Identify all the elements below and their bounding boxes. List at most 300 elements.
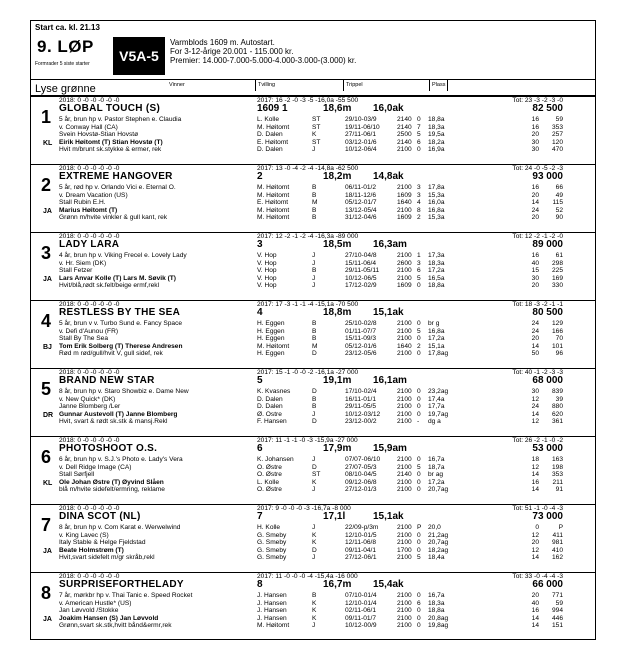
start-cell: 0 <box>417 395 421 403</box>
horse-name: PHOTOSHOOT O.S. <box>59 443 158 454</box>
start-cell: 12/11-06/8 <box>345 539 377 547</box>
start-cell: B <box>312 191 317 199</box>
horse-dam-sire: v. Hr. Siem (DK) <box>59 259 107 267</box>
start-cell: 2140 <box>397 138 412 146</box>
start-cell: 66 <box>555 184 563 191</box>
start-row <box>257 335 593 343</box>
start-cell: 353 <box>551 471 563 479</box>
start-cell: 07/10-01/4 <box>345 592 377 599</box>
start-cell: B <box>312 206 317 214</box>
start-cell: 470 <box>551 146 563 154</box>
start-cell: 24 <box>531 320 539 327</box>
horse-driver: Ole Johan Østre (T) Øyvind Slåen <box>59 478 164 486</box>
start-cell: B <box>312 395 317 403</box>
horse-total-stats: Tot: 33 -0 -4 -4 -3 <box>512 573 563 580</box>
record-1: 19,1m <box>323 375 352 386</box>
start-cell: 5 <box>417 554 421 562</box>
start-cell: D <box>312 546 317 554</box>
post-position: 6 <box>257 443 263 454</box>
start-cell: 2100 <box>397 531 412 539</box>
horse-colors: Grønn m/hvite vinkler & gull kant, rek <box>59 214 168 222</box>
start-cell: K. Kvasnes <box>257 388 291 395</box>
start-cell: O. Østre <box>257 486 282 494</box>
horse-number: 6 <box>41 447 52 467</box>
start-cell: 994 <box>551 607 563 615</box>
recent-starts <box>257 524 593 562</box>
recent-starts <box>257 252 593 290</box>
horse-dam-sire: v. Defi d'Aunou (FR) <box>59 327 119 335</box>
start-cell: J <box>312 554 316 562</box>
start-cell: 20 <box>531 592 539 599</box>
start-row <box>257 199 593 207</box>
start-cell: H. Eggen <box>257 350 285 358</box>
start-cell: 0 <box>417 388 421 395</box>
start-cell: 151 <box>551 622 563 630</box>
start-cell: 330 <box>551 282 563 290</box>
start-cell: 115 <box>552 199 563 207</box>
race-program-frame <box>30 20 596 640</box>
start-cell: 0 <box>417 335 421 343</box>
start-row <box>257 592 593 600</box>
start-cell: 30 <box>531 388 539 395</box>
start-cell: 225 <box>551 267 563 275</box>
start-row <box>257 252 593 260</box>
start-row <box>257 622 593 630</box>
track-code: BJ <box>43 344 52 351</box>
horse-entry <box>31 164 595 231</box>
horse-pedigree: 8 år, brun hp v. Staro Showbiz e. Dame New <box>59 388 189 395</box>
start-cell: 2 <box>417 342 421 350</box>
start-cell: 0 <box>417 539 421 547</box>
start-cell: 18,2a <box>428 138 445 146</box>
start-cell: 2100 <box>397 592 412 599</box>
start-cell: J <box>312 486 316 494</box>
start-cell: M. Høitomt <box>257 191 290 199</box>
start-cell: 361 <box>551 418 563 426</box>
start-row <box>257 418 593 426</box>
start-row <box>257 547 593 555</box>
start-cell: 8 <box>417 206 421 214</box>
start-cell: 14 <box>531 410 539 418</box>
start-cell: 70 <box>555 335 563 343</box>
horse-pedigree: 5 år, brun hp v. Pastor Stephen e. Claudia <box>59 116 182 123</box>
start-row <box>257 139 593 147</box>
start-cell: 2100 <box>397 554 412 562</box>
record-2: 16,1am <box>373 375 407 386</box>
condition-line-3: Premier: 14.000-7.000-5.000-4.000-3.000-(3.000) kr. <box>170 56 357 65</box>
start-cell: 29/11-05/5 <box>345 403 377 411</box>
start-cell: 18,2ag <box>428 546 449 554</box>
start-cell: J. Hansen <box>257 599 287 607</box>
start-cell: 5 <box>417 463 421 471</box>
start-cell: K <box>312 131 317 139</box>
start-cell: 20 <box>531 214 539 222</box>
start-cell: 16,8a <box>428 206 445 214</box>
horse-2018-stats: 2018: 0 -0 -0 -0 -0 -0 <box>59 165 120 172</box>
start-cell: 07/07-06/10 <box>345 456 381 463</box>
start-cell: M <box>312 342 318 350</box>
start-cell: 15,3a <box>428 191 445 199</box>
start-cell: 1700 <box>397 546 412 554</box>
recent-starts <box>257 184 593 222</box>
horse-number: 4 <box>41 311 52 331</box>
start-cell: 16 <box>531 478 539 486</box>
start-cell: 0 <box>535 524 539 531</box>
start-cell: 2100 <box>397 320 412 327</box>
start-row <box>257 124 593 132</box>
start-cell: 14 <box>531 554 539 562</box>
track-color: Lyse grønne <box>35 83 96 95</box>
race-conditions <box>170 38 356 65</box>
horse-owner: Jan Løvvold /Stokke <box>59 607 119 615</box>
start-cell: 211 <box>552 478 563 486</box>
start-row <box>257 607 593 615</box>
col-divider <box>343 79 344 91</box>
start-cell: 20 <box>531 191 539 199</box>
horse-2018-stats: 2018: 0 -0 -0 -0 -0 -0 <box>59 437 120 444</box>
start-cell: F. Hansen <box>257 418 287 426</box>
start-cell: 20 <box>531 539 539 547</box>
start-cell: 0 <box>417 456 421 463</box>
start-cell: 27/12-06/1 <box>345 554 377 562</box>
start-cell: 09/11-01/7 <box>345 614 377 622</box>
record-1: 18,5m <box>323 239 352 250</box>
start-cell: 198 <box>551 463 563 471</box>
start-cell: 2100 <box>397 486 412 494</box>
start-cell: K <box>312 539 317 547</box>
horse-2017-stats: 2017: 11 -0 -0 -0 -4 -15,4a -16 000 <box>257 573 358 580</box>
horse-driver: Lars Anvar Kolle (T) Lars M. Søvik (T) <box>59 274 177 282</box>
horse-name: LADY LARA <box>59 239 120 250</box>
horse-owner: Stall Sørfjell <box>59 471 95 479</box>
horse-2017-stats: 2017: 17 -3 -1 -1 -4 -15,1a -70 500 <box>257 301 359 308</box>
start-cell: 19/11-06/10 <box>345 123 380 131</box>
horse-2018-stats: 2018: 0 -0 -0 -0 -0 -0 <box>59 97 120 104</box>
horse-driver: Joakim Hansen (S) Jan Løvvold <box>59 614 159 622</box>
horse-colors: Hvit m/brunt sk.stykke & ermer, rek <box>59 146 162 154</box>
horse-driver: Tom Erik Solberg (T) Therese Andresen <box>59 342 183 350</box>
track-code: JA <box>43 616 52 623</box>
start-cell: 17,7a <box>428 403 445 411</box>
header-divider <box>31 79 595 80</box>
start-row <box>257 116 593 124</box>
earnings: 73 000 <box>532 511 563 522</box>
start-cell: 2100 <box>397 403 412 411</box>
start-cell: 446 <box>551 614 563 622</box>
start-cell: 353 <box>551 123 563 131</box>
start-cell: 18/11-12/6 <box>345 191 377 199</box>
start-cell: J. Hansen <box>257 614 287 622</box>
start-cell: V. Hop <box>257 267 277 275</box>
horse-name: RESTLESS BY THE SEA <box>59 307 181 318</box>
horse-2018-stats: 2018: 0 -0 -0 -0 -0 -0 <box>59 301 120 308</box>
start-cell: J. Hansen <box>257 607 287 615</box>
start-cell: 05/12-01/7 <box>345 199 377 207</box>
horse-name: SURPRISEFORTHELADY <box>59 579 184 590</box>
start-cell: 0 <box>417 471 421 479</box>
start-cell: 1640 <box>397 342 412 350</box>
start-cell: D. Dalen <box>257 131 283 139</box>
start-cell: 30 <box>531 138 539 146</box>
start-cell: J <box>312 252 316 259</box>
start-cell: 24 <box>531 206 539 214</box>
horse-driver: Beate Holmstrøm (T) <box>59 546 124 554</box>
start-cell: 14 <box>531 486 539 494</box>
start-cell: 20,0 <box>428 524 441 531</box>
start-cell: 10/12-03/12 <box>345 410 381 418</box>
horse-total-stats: Tot: 40 -1 -2 -3 -3 <box>512 369 563 376</box>
start-cell: 0 <box>417 607 421 615</box>
start-cell: J <box>312 274 316 282</box>
start-cell: 162 <box>551 554 563 562</box>
start-cell: 09/11-04/1 <box>345 546 377 554</box>
recent-starts <box>257 116 593 154</box>
horse-2018-stats: 2018: 0 -0 -0 -0 -0 -0 <box>59 233 120 240</box>
start-cell: 6 <box>417 267 421 275</box>
start-cell: 10/12-00/9 <box>345 622 377 630</box>
start-cell: 18 <box>531 456 539 463</box>
start-cell: 20 <box>531 282 539 290</box>
start-cell: 620 <box>551 410 563 418</box>
start-cell: 22/09-p/3m <box>345 524 379 531</box>
horse-2018-stats: 2018: 0 -0 -0 -0 -0 -0 <box>59 369 120 376</box>
start-cell: 91 <box>555 486 563 494</box>
start-cell: 16 <box>531 252 539 259</box>
start-cell: 25/10-02/8 <box>345 320 377 327</box>
horse-number: 1 <box>41 107 52 127</box>
start-cell: 2100 <box>397 599 412 607</box>
horse-total-stats: Tot: 51 -1 -0 -4 -3 <box>512 505 563 512</box>
start-cell: 2100 <box>397 524 412 531</box>
horse-info <box>59 388 189 426</box>
start-cell: E. Høitomt <box>257 138 289 146</box>
start-cell: J <box>312 524 316 531</box>
start-row <box>257 192 593 200</box>
start-row <box>257 214 593 222</box>
horse-driver: Eirik Høitomt (T) Stian Hovstø (T) <box>59 138 163 146</box>
start-cell: M. Høitomt <box>257 342 290 350</box>
start-cell: 12 <box>531 395 539 403</box>
start-cell: 21,2ag <box>428 531 449 539</box>
start-cell: 1609 <box>397 191 412 199</box>
start-cell: G. Smeby <box>257 531 287 539</box>
start-cell: 39 <box>555 395 563 403</box>
start-row <box>257 532 593 540</box>
horse-owner: Italy Stable & Helge Fjeldstad <box>59 539 146 547</box>
start-cell: 03/12-01/6 <box>345 138 377 146</box>
horse-2017-stats: 2017: 16 -2 -0 -3 -5 -16,0a -55 500 <box>257 97 359 104</box>
post-position: 2 <box>257 171 263 182</box>
col-trippel: Trippel <box>346 82 363 88</box>
start-cell: 3 <box>417 259 421 267</box>
horse-2017-stats: 2017: 13 -0 -4 -2 -4 -14,8a -62 500 <box>257 165 359 172</box>
start-cell: 2100 <box>397 395 412 403</box>
horse-pedigree: 4 år, brun hp v. Viking Frecel e. Lovely Lady <box>59 252 187 259</box>
start-cell: 2100 <box>397 206 412 214</box>
start-cell: J <box>312 146 316 154</box>
start-row <box>257 350 593 358</box>
record-1: 17,9m <box>323 443 352 454</box>
start-row <box>257 184 593 192</box>
start-cell: 20 <box>531 335 539 343</box>
start-row <box>257 479 593 487</box>
start-cell: 12 <box>531 418 539 426</box>
start-cell: 0 <box>417 546 421 554</box>
start-cell: 0 <box>417 592 421 599</box>
horse-owner: Stall Fetzer <box>59 267 93 275</box>
start-cell: 20 <box>531 131 539 139</box>
start-cell: 839 <box>551 388 563 395</box>
horse-name: DINA SCOT (NL) <box>59 511 141 522</box>
col-divider <box>447 79 448 91</box>
start-row <box>257 600 593 608</box>
start-cell: 16,5a <box>428 274 445 282</box>
horse-dam-sire: v. American Hustle* (US) <box>59 599 132 607</box>
horse-info <box>59 184 176 222</box>
start-cell: B <box>312 214 317 222</box>
start-cell: 20,7ag <box>428 486 449 494</box>
start-cell: V. Hop <box>257 252 277 259</box>
start-row <box>257 411 593 419</box>
horse-entry <box>31 436 595 503</box>
post-position: 4 <box>257 307 263 318</box>
start-row <box>257 456 593 464</box>
start-cell: 17,4a <box>428 395 445 403</box>
start-cell: 0 <box>417 146 421 154</box>
post-position: 8 <box>257 579 263 590</box>
start-cell: 10/12-06/5 <box>345 274 377 282</box>
horse-owner: Stall By The Sea <box>59 335 108 343</box>
track-code: DR <box>43 412 54 419</box>
start-cell: 120 <box>551 138 563 146</box>
track-code: JA <box>43 208 52 215</box>
start-row <box>257 615 593 623</box>
start-cell: 2100 <box>397 463 412 471</box>
horse-pedigree: 6 år, brun hp v. S.J.'s Photo e. Lady's Vera <box>59 456 183 463</box>
earnings: 89 000 <box>532 239 563 250</box>
start-cell: 2100 <box>397 335 412 343</box>
start-cell: 1 <box>417 252 421 259</box>
start-cell: 27/11-06/1 <box>345 131 377 139</box>
start-cell: V. Hop <box>257 282 277 290</box>
start-cell: O. Østre <box>257 471 282 479</box>
start-cell: 27/10-04/8 <box>345 252 377 259</box>
start-cell: M. Høitomt <box>257 622 290 630</box>
horse-pedigree: 7 år, mørkbr hp v. Thai Tanic e. Speed Rocket <box>59 592 193 599</box>
horse-info <box>59 592 192 630</box>
start-cell: 19,8ag <box>428 622 449 630</box>
horse-info <box>59 456 183 494</box>
horse-colors: blå m/hvite sidefelt/ermring, reklame <box>59 486 165 494</box>
horse-pedigree: 5 år, rød hp v. Orlando Vici e. Eternal O. <box>59 184 176 191</box>
start-cell: 19,5a <box>428 131 445 139</box>
start-cell: 15,1a <box>428 342 445 350</box>
start-cell: 31/12-04/6 <box>345 214 377 222</box>
start-cell: 2100 <box>397 327 412 335</box>
recent-starts <box>257 388 593 426</box>
horse-total-stats: Tot: 12 -2 -1 -2 -0 <box>512 233 563 240</box>
start-cell: 163 <box>551 456 563 463</box>
start-cell: V. Hop <box>257 274 277 282</box>
col-vinner: Vinner <box>169 82 185 88</box>
start-cell: 169 <box>551 274 563 282</box>
start-cell: B <box>312 267 317 275</box>
start-cell: K <box>312 607 317 615</box>
start-cell: M. Høitomt <box>257 184 290 191</box>
start-cell: 17,2a <box>428 267 445 275</box>
record-2: 16,0ak <box>373 103 404 114</box>
recent-starts <box>257 456 593 494</box>
horse-number: 2 <box>41 175 52 195</box>
start-cell: ST <box>312 471 321 479</box>
start-row <box>257 539 593 547</box>
post-position: 5 <box>257 375 263 386</box>
start-cell: 10/12-06/4 <box>345 146 377 154</box>
horse-entry <box>31 368 595 435</box>
start-cell: 0 <box>417 478 421 486</box>
start-cell: 59 <box>555 599 563 607</box>
horse-info <box>59 116 181 154</box>
horse-colors: Hvit,svart sidefelt m/gr skråb,rekl <box>59 554 155 562</box>
start-cell: 5 <box>417 131 421 139</box>
start-cell: 18,8a <box>428 607 445 615</box>
start-cell: 18,3a <box>428 259 445 267</box>
start-row <box>257 275 593 283</box>
start-cell: 0 <box>417 320 421 327</box>
horse-number: 8 <box>41 583 52 603</box>
horse-owner: Svein Hovstø-Stian Hovstø <box>59 131 139 139</box>
start-cell: 14 <box>531 622 539 630</box>
start-cell: 2600 <box>397 259 412 267</box>
horse-driver: Gunnar Austevoll (T) Janne Blomberg <box>59 410 178 418</box>
horse-2017-stats: 2017: 12 -2 -1 -2 -4 -16,3a -89 000 <box>257 233 359 240</box>
start-cell: 08/10-04/5 <box>345 471 377 479</box>
start-cell: J. Hansen <box>257 592 287 599</box>
start-cell: 2100 <box>397 267 412 275</box>
horse-dam-sire: v. New Quick* (DK) <box>59 395 116 403</box>
start-cell: 0 <box>417 350 421 358</box>
horse-info <box>59 524 180 562</box>
start-cell: 298 <box>551 259 563 267</box>
start-cell: 1640 <box>397 199 412 207</box>
start-cell: 0 <box>417 116 421 123</box>
start-cell: 16 <box>531 123 539 131</box>
start-cell: D. Dalen <box>257 403 283 411</box>
start-cell: 2100 <box>397 184 412 191</box>
horse-entry <box>31 300 595 367</box>
start-cell: 13/12-05/4 <box>345 206 377 214</box>
horse-2018-stats: 2018: 0 -0 -0 -0 -0 -0 <box>59 505 120 512</box>
start-cell: 5 <box>417 327 421 335</box>
start-cell: 0 <box>417 531 421 539</box>
start-cell: 27/07-05/3 <box>345 463 377 471</box>
race-number: 9. LØP <box>37 37 94 56</box>
start-cell: 981 <box>551 539 563 547</box>
recent-starts <box>257 320 593 358</box>
start-cell: 2100 <box>397 539 412 547</box>
start-cell: 6 <box>417 138 421 146</box>
record-1: 18,8m <box>323 307 352 318</box>
start-cell: G. Smeby <box>257 554 287 562</box>
horse-info <box>59 320 182 358</box>
start-cell: 18,8a <box>428 116 445 123</box>
start-cell: M. Høitomt <box>257 214 290 222</box>
start-cell: 19,7ag <box>428 410 449 418</box>
start-cell: 2140 <box>397 116 412 123</box>
start-cell: D <box>312 388 317 395</box>
start-cell: 771 <box>551 592 563 599</box>
start-cell: 166 <box>551 327 563 335</box>
